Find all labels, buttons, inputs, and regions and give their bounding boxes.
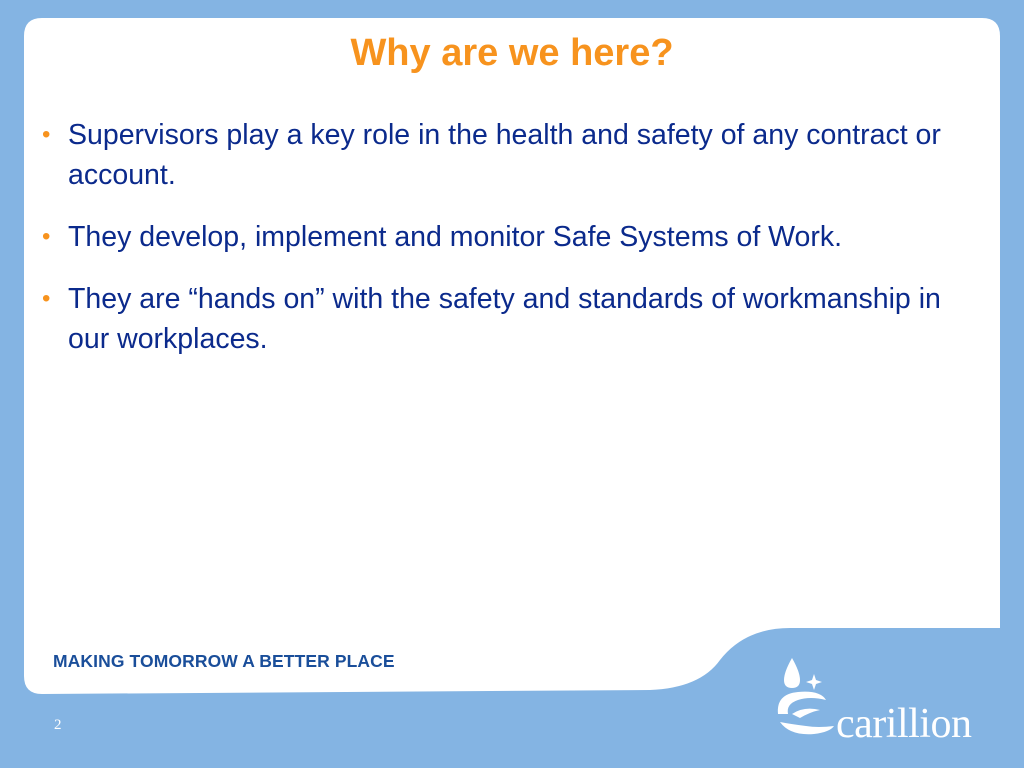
bullet-item	[40, 217, 960, 257]
bullet-item	[40, 115, 960, 195]
bullet-dot-icon: •	[42, 223, 51, 250]
slide-title: Why are we here?	[350, 32, 674, 74]
bullet-text: They are “hands on” with the safety and standards of workmanship in our workplaces.	[68, 283, 941, 355]
bullet-dot-icon: •	[42, 121, 51, 148]
logo-wordmark: carillion	[836, 701, 972, 747]
bullet-list	[40, 115, 960, 381]
bullet-item	[40, 279, 960, 359]
bullet-text: They develop, implement and monitor Safe Systems of Work.	[68, 221, 843, 253]
bullet-dot-icon: •	[42, 285, 51, 312]
page-number: 2	[54, 717, 62, 733]
bullet-text: Supervisors play a key role in the health and safety of any contract or account.	[68, 119, 941, 191]
tagline: MAKING TOMORROW A BETTER PLACE	[53, 651, 395, 671]
